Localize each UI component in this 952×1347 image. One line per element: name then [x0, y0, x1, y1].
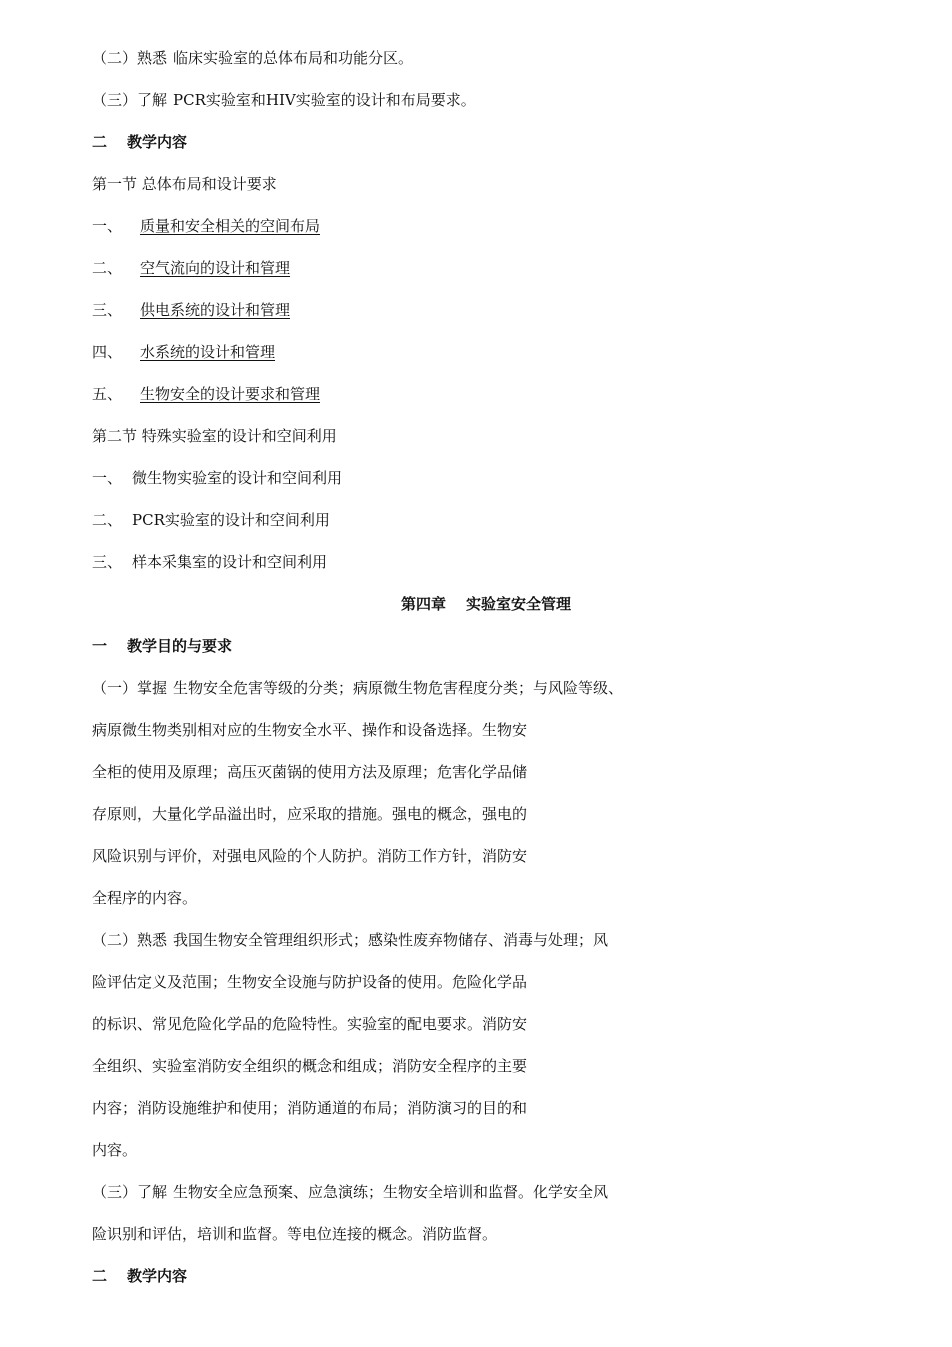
objective-text: PCR实验室和HIV实验室的设计和布局要求。 — [173, 91, 476, 109]
heading-number: 二 — [92, 1267, 108, 1285]
item-text: 微生物实验室的设计和空间利用 — [132, 469, 343, 487]
list-item — [92, 509, 330, 531]
objective-master-line — [92, 677, 623, 699]
objective-prefix: （三）了解 — [92, 91, 168, 109]
heading-number: 二 — [92, 133, 108, 151]
item-number: 二、 — [92, 259, 123, 277]
item-number: 一、 — [92, 469, 123, 487]
objective-familiar-line: 全组织、实验室消防安全组织的概念和组成；消防安全程序的主要 — [92, 1057, 528, 1075]
item-text: 供电系统的设计和管理 — [140, 301, 291, 319]
section-title: 第一节 总体布局和设计要求 — [92, 175, 277, 193]
item-number: 三、 — [92, 301, 123, 319]
list-item — [92, 257, 290, 279]
item-number: 二、 — [92, 511, 123, 529]
list-item — [92, 341, 275, 363]
objective-familiar-line: 险评估定义及范围；生物安全设施与防护设备的使用。危险化学品 — [92, 973, 528, 991]
objective-master-line: 病原微生物类别相对应的生物安全水平、操作和设备选择。生物安 — [92, 721, 528, 739]
objective-understand-prev — [92, 89, 476, 111]
objective-text: 生物安全应急预案、应急演练；生物安全培训和监督。化学安全风 — [173, 1183, 609, 1201]
objective-prefix: （二）熟悉 — [92, 49, 168, 67]
heading-text: 教学内容 — [127, 1267, 188, 1285]
teaching-content-heading — [92, 131, 187, 153]
item-text: PCR实验室的设计和空间利用 — [132, 511, 330, 529]
item-number: 一、 — [92, 217, 123, 235]
objective-prefix: （三）了解 — [92, 1183, 168, 1201]
item-text: 质量和安全相关的空间布局 — [140, 217, 321, 235]
objective-familiar-line: 的标识、常见危险化学品的危险特性。实验室的配电要求。消防安 — [92, 1015, 528, 1033]
heading-number: 一 — [92, 637, 108, 655]
objective-understand-line — [92, 1181, 608, 1203]
item-number: 三、 — [92, 553, 123, 571]
objective-familiar-line: 内容。 — [92, 1141, 138, 1159]
list-item — [92, 299, 290, 321]
objective-master-line: 存原则，大量化学品溢出时，应采取的措施。强电的概念，强电的 — [92, 805, 528, 823]
chapter-label: 第四章 — [401, 595, 447, 613]
item-text: 水系统的设计和管理 — [140, 343, 276, 361]
item-number: 四、 — [92, 343, 123, 361]
objective-familiar-line: 内容；消防设施维护和使用；消防通道的布局；消防演习的目的和 — [92, 1099, 528, 1117]
chapter-heading — [401, 593, 571, 615]
objective-prefix: （二）熟悉 — [92, 931, 168, 949]
item-text: 样本采集室的设计和空间利用 — [132, 553, 328, 571]
list-item — [92, 383, 320, 405]
objective-familiar-prev — [92, 47, 413, 69]
item-number: 五、 — [92, 385, 123, 403]
heading-text: 教学内容 — [127, 133, 188, 151]
objectives-heading — [92, 635, 232, 657]
section-title: 第二节 特殊实验室的设计和空间利用 — [92, 427, 337, 445]
objective-text: 我国生物安全管理组织形式；感染性废弃物储存、消毒与处理；风 — [173, 931, 609, 949]
objective-text: 临床实验室的总体布局和功能分区。 — [173, 49, 414, 67]
chapter-title: 实验室安全管理 — [466, 595, 572, 613]
objective-master-line: 全程序的内容。 — [92, 889, 198, 907]
objective-master-line: 风险识别与评价，对强电风险的个人防护。消防工作方针，消防安 — [92, 847, 528, 865]
list-item — [92, 215, 320, 237]
objective-understand-line: 险识别和评估，培训和监督。等电位连接的概念。消防监督。 — [92, 1225, 498, 1243]
item-text: 空气流向的设计和管理 — [140, 259, 291, 277]
teaching-content-heading — [92, 1265, 187, 1287]
item-text: 生物安全的设计要求和管理 — [140, 385, 321, 403]
list-item — [92, 551, 327, 573]
objective-text: 生物安全危害等级的分类；病原微生物危害程度分类；与风险等级、 — [173, 679, 624, 697]
objective-familiar-line — [92, 929, 608, 951]
list-item — [92, 467, 342, 489]
objective-master-line: 全柜的使用及原理；高压灭菌锅的使用方法及原理；危害化学品储 — [92, 763, 528, 781]
heading-text: 教学目的与要求 — [127, 637, 233, 655]
objective-prefix: （一）掌握 — [92, 679, 168, 697]
